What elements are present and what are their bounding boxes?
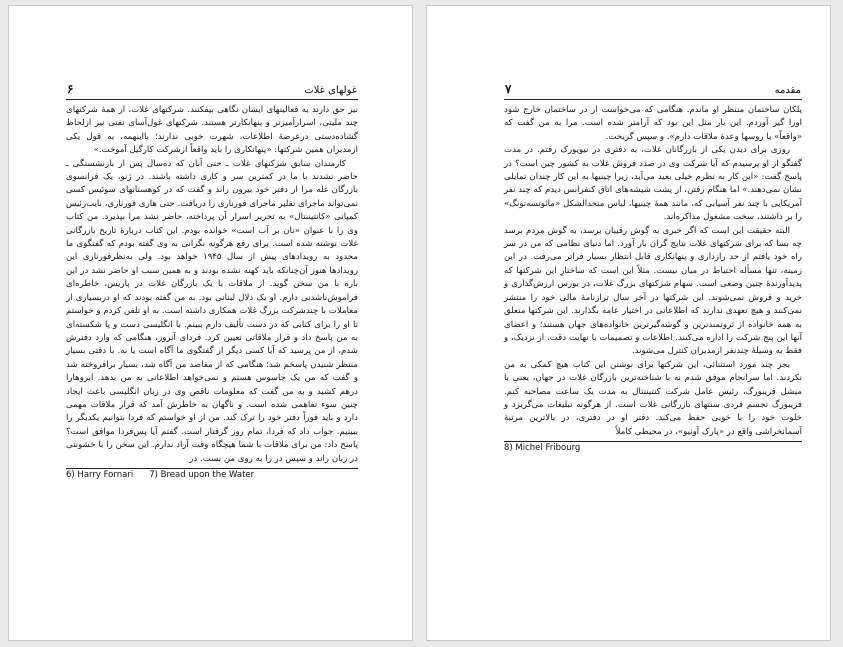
running-title: مقدمه (774, 85, 801, 96)
paragraph: البته حقیقت این است که اگر خبری به گوش رقیبان برسد، به گوش مردم برسد چه بسا که برای شرکتهای غلات نتایج گران بار آورد. اما دنیای نظامی که من در سر راه خود یافتم از حد رازداری و پنهانکاری قابل انتظار بسیار فراتر می‌رفت. در این زمینه، تنها مسأله احتیاط در میان نیست. مثلاً این است که ساختارِ این شرکتها که پدیدآورندهٔ چنین وضعی است. سهام شرکتهای بزرگ غلات، در بورس ارزش‌گذاری و خرید و فروش نمی‌شوند. این شرکتها در آخر سال ترازنامهٔ مالی خود را منتشر نمی‌کنند و هیچ تعهدی ندارند که اطلاعاتی در اختیار عامه بگذارند. این شرکتها متعلق به همه خانواده از ثروتمندترین و گوشه‌گیرترین خانواده‌های جهان هستند؛ و اعضای آنها این پنج شرکت را اداره می‌کنند. اطلاعات و تصمیمات با نهایت دقت، از نزدیک، و فقط به وسیلهٔ چندنفر ازمدیران کنترل می‌شوند. (504, 225, 802, 357)
paragraph: بجز چند مورد استثنائی، این شرکتها برای نوشتن این کتاب هیچ کمکی به من نکردند. اما سرانجام موفق شدم نه با شناخته‌ترین بازرگان غلات در جهان، یعنی با میشل فریبورگ، رئیس عامل شرکت کنتیننتال به مدت یک ساعت مصاحبه کنم. فریبورگ تجسم فردی سنتهای بازرگانی غلات است. از هرگونه تبلیغات می‌گریزد و خلوت خود را با خوبی حفظ می‌کند. دفتر او در دفتری، در بالاترین مرتبهٔ آسمانخراشی واقع در «پارک آونیو»، در محیطی کاملاً (504, 359, 802, 437)
footnote: 7) Bread upon the Water (149, 469, 255, 480)
footnote: 6) Harry Fornari (66, 469, 134, 480)
footnote: 8) Michel Fribourg (504, 443, 581, 454)
body-text (66, 104, 358, 466)
right-page (426, 5, 831, 641)
footnotes (504, 441, 802, 453)
body-text (504, 104, 802, 439)
paragraph: نیز حق دارند به فعالیتهای ایشان نگاهی بیفکنند. شرکتهای غلات، از همهٔ شرکتهای چند ملیتی، اسرارآمیزتر و پنهانکارتر هستند. شرکتهای غول‌آسای نفتی نیز ازلحاظ گشاده‌دستی درعرضهٔ اطلاعات، شهرت خوبی ندارند؛ بااینهمه، به قول یکی ازمدیران همین شرکتها: «پنهانکاری را باید واقعاً ازشرکت کارگیل آموخت.» (66, 105, 358, 156)
running-head (504, 82, 802, 100)
paragraph: پلکان ساختمان منتظر او ماندم. هنگامی که می‌خواست از در ساختمان خارج شود اورا گیر آوردم. این بار مثل این بود که آرامتر شده است. مرا به من گفت که «واقعاً» با روسها وعدهٔ ملاقات دارم». و سپس گریخت. (504, 105, 802, 142)
footnotes (66, 468, 358, 480)
page-number: ۷ (505, 82, 512, 96)
running-title: غولهای غلات (304, 85, 357, 96)
left-page (8, 5, 413, 641)
running-head (66, 82, 358, 100)
page-number: ۶ (67, 82, 74, 96)
paragraph: کارمندان سابق شرکتهای غلات ـ حتی آنان که ده‌سال پس از بازنشستگی ـ حاضر نشدند با ما در کمترین سر و کاری داشته باشند. در ژنو، یک فرانسوی بازرگان غله مرا از دفتر خود بیرون راند و گفت که در کوهستانهای سوئیس کسی نمی‌تواند ماجرای تقلیر ماجرای فورناری را دریافت. حتی هاری فورناری، نایب‌رئیس کمپانی «کانتیننتال» به تحریر اسرار آن پرداخته، حاضر نشد مرا بپذیرد. من کتاب وی را با عنوان «نان بر آب است» خوانده بودم. این کتاب دربارهٔ تاریخ بازرگانی غلات نوشته شده است. برای رفع هرگونه نگرانی به وی گفته بودم که گفتگوی ما محدود به رویدادهای پیش از سال ۱۹۴۵ خواهد بود. ولی به‌نظرفورناری این رویدادها هنوز آن‌چنانکه باید کهنه نشده بودند و به همین سبب او حاضر نشد در این باره با من سخن گوید. از ملاقات با یک بازرگان غلات در پاریس، خاطره‌ای فراموش‌ناشدنی دارم. او یک دلال لبنانی بود. به من گفته بودند که او دربسیاری از معاملات با چندشرکت بزرگ غلات همکاری داشته است. به او تلفن کردم و خواستم تا او را برای کتابی که در دست تألیف دارم ببینم. با انگلیسی دست و پا شکسته‌ای به من پاسخ داد و قرار ملاقاتی تعیین کرد. فردای آنروز، هنگامی که وارد دفترش شدم، از من پرسید که آیا کسی دیگر از گفتگوی ما آگاه است یا نه. با دقتی بسیار منتظر شنیدن پاسخم شد؛ هنگامی که از مقاصد من آگاه شد، بسیار برافروخته شد و گفت که من یک جاسوس هستم و نمی‌خواهد اطلاعاتی به من بدهد. ابروهارا درهم کشید و به من گفت که معلومات ناقص وی در زبان انگلیسی باعث ایجاد چنین سوء تفاهمی شده است. و ناگهان به خاطرش آمد که قرار ملاقات مهمی دارد و باید فوراً دفتر خود را ترک کند. من از او خواستم که فردا بتوانیم یکدیگر را ببینیم. جواب داد که فردا، تمام روز گرفتار است. گفتم آیا پس‌فردا موافق است؟ پاسخ داد: من برای ملاقات با شما هیچگاه وقت آزاد ندارم. این سخن را با خشونتی در زبان راند و سپس در را به روی من بست. در (66, 158, 358, 464)
paragraph: روزی برای دیدن یکی از بازرگانان غلات، به دفتری در نیویورک رفتم. در مدت گفتگو از او پرسیدم که آیا شرکت وی در صدد فروش غلات به کشور چین است؟ در پاسخ گفت: «این کار به نظرم خیلی بعید می‌آید، زیرا چینیها به این کار چندان تمایلی نشان نمی‌دهند.» اما هنگام رفتن، از پشت شیشه‌های اتاق کنفرانس دیدم که چند نفر آمریکایی با چند نفر آسیایی که، مانند همهٔ چینیها، لباس متحدالشکل «مائوتسه‌تونگ» را بر داشتند، سخت مشغول مذاکره‌اند. (504, 145, 802, 223)
